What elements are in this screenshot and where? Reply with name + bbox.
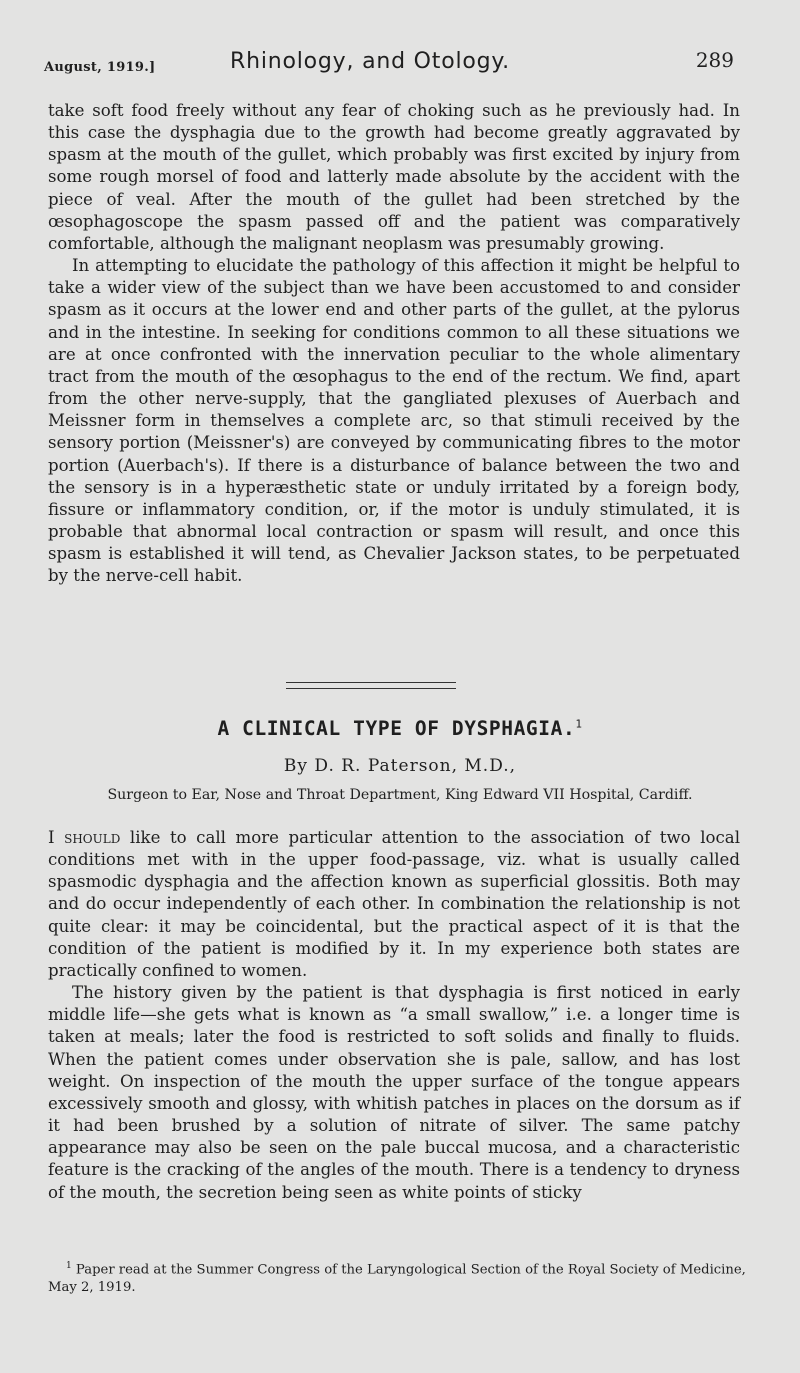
footnote-reference: 1 [575,717,583,731]
paragraph: In attempting to elucidate the pathology of this affection it might be helpful to take a wider view of the subject than we have been accustomed to and consider spasm as it occurs at the lower end and other parts of the gullet, at the pylorus and in the intestine. In seeking for conditions common to all these situations we are at once confronted with the innervation peculiar to the whole alimentary tract from the mouth of the œsophagus to the end of the rectum. We find, apart from the other nerve-supply, that the gangliated plexuses of Auerbach and Meissner form in themselves a complete arc, so that stimuli received by the sensory portion (Meissner's) are conveyed by communicating fibres to the motor portion (Auerbach's). If there is a disturbance of balance between the two and the sensory is in a hyperæsthetic state or unduly irritated by a foreign body, fissure or inflammatory condition, or, if the motor is unduly stimulated, it is probable that abnormal local contraction or spasm will result, and once this spasm is established it will tend, as Chevalier Jackson states, to be perpetuated by the nerve-cell habit. [48,256,740,586]
footnote [48,1257,748,1297]
paragraph: The history given by the patient is that dysphagia is first noticed in early middle life—she gets what is known as “a small swallow,” i.e. a longer time is taken at meals; later the food is restricted to soft solids and finally to fluids. When the patient comes under observation she is pale, sallow, and has lost weight. On inspection of the mouth the upper surface of the tongue appears excessively smooth and glossy, with whitish patches in places on the dorsum as if it had been brushed by a solution of nitrate of silver. The same patchy appearance may also be seen on the pale buccal mucosa, and a characteristic feature is the cracking of the angles of the mouth. There is a tendency to dryness of the mouth, the secretion being seen as white points of sticky [48,983,740,1202]
journal-section-title: Rhinology, and Otology. [230,49,510,74]
running-head [44,46,734,86]
footnote-text: Paper read at the Summer Congress of the Laryngological Section of the Royal Society of Medicine, May 2, 1919. [48,1262,746,1296]
paragraph-text: like to call more particular attention to the association of two local conditions met with in the upper food-passage, viz. what is usually called spasmodic dysphagia and the affection known as superficial glossitis. Both may and do occur independently of each other. In combination the relationship is not quite clear: it may be coincidental, but the practical aspect of it is that the condition of the patient is modified by it. In my experience both states are practically confined to women. [48,828,741,980]
article-title-text: A CLINICAL TYPE OF DYSPHAGIA. [217,717,576,740]
lead-in: I should [48,828,121,847]
section-divider [286,682,456,689]
previous-article-text [48,100,740,587]
author-affiliation: Surgeon to Ear, Nose and Throat Department, King Edward VII Hospital, Cardiff. [107,787,693,803]
author-byline: By D. R. Paterson, M.D., [283,756,517,776]
article-title [0,717,800,740]
paragraph [48,827,740,982]
page-number: 289 [695,48,734,72]
paragraph: take soft food freely without any fear of choking such as he previously had. In this case the dysphagia due to the growth had become greatly aggravated by spasm at the mouth of the gullet, which probably was first excited by injury from some rough morsel of food and latterly made absolute by the accident with the piece of veal. After the mouth of the gullet had been stretched by the œsophagoscope the spasm passed off and the patient was comparatively comfortable, although the malignant neoplasm was presumably growing. [48,101,740,253]
article-body [48,827,740,1204]
issue-date: August, 1919.] [44,60,156,75]
footnote-mark: 1 [66,1261,72,1271]
